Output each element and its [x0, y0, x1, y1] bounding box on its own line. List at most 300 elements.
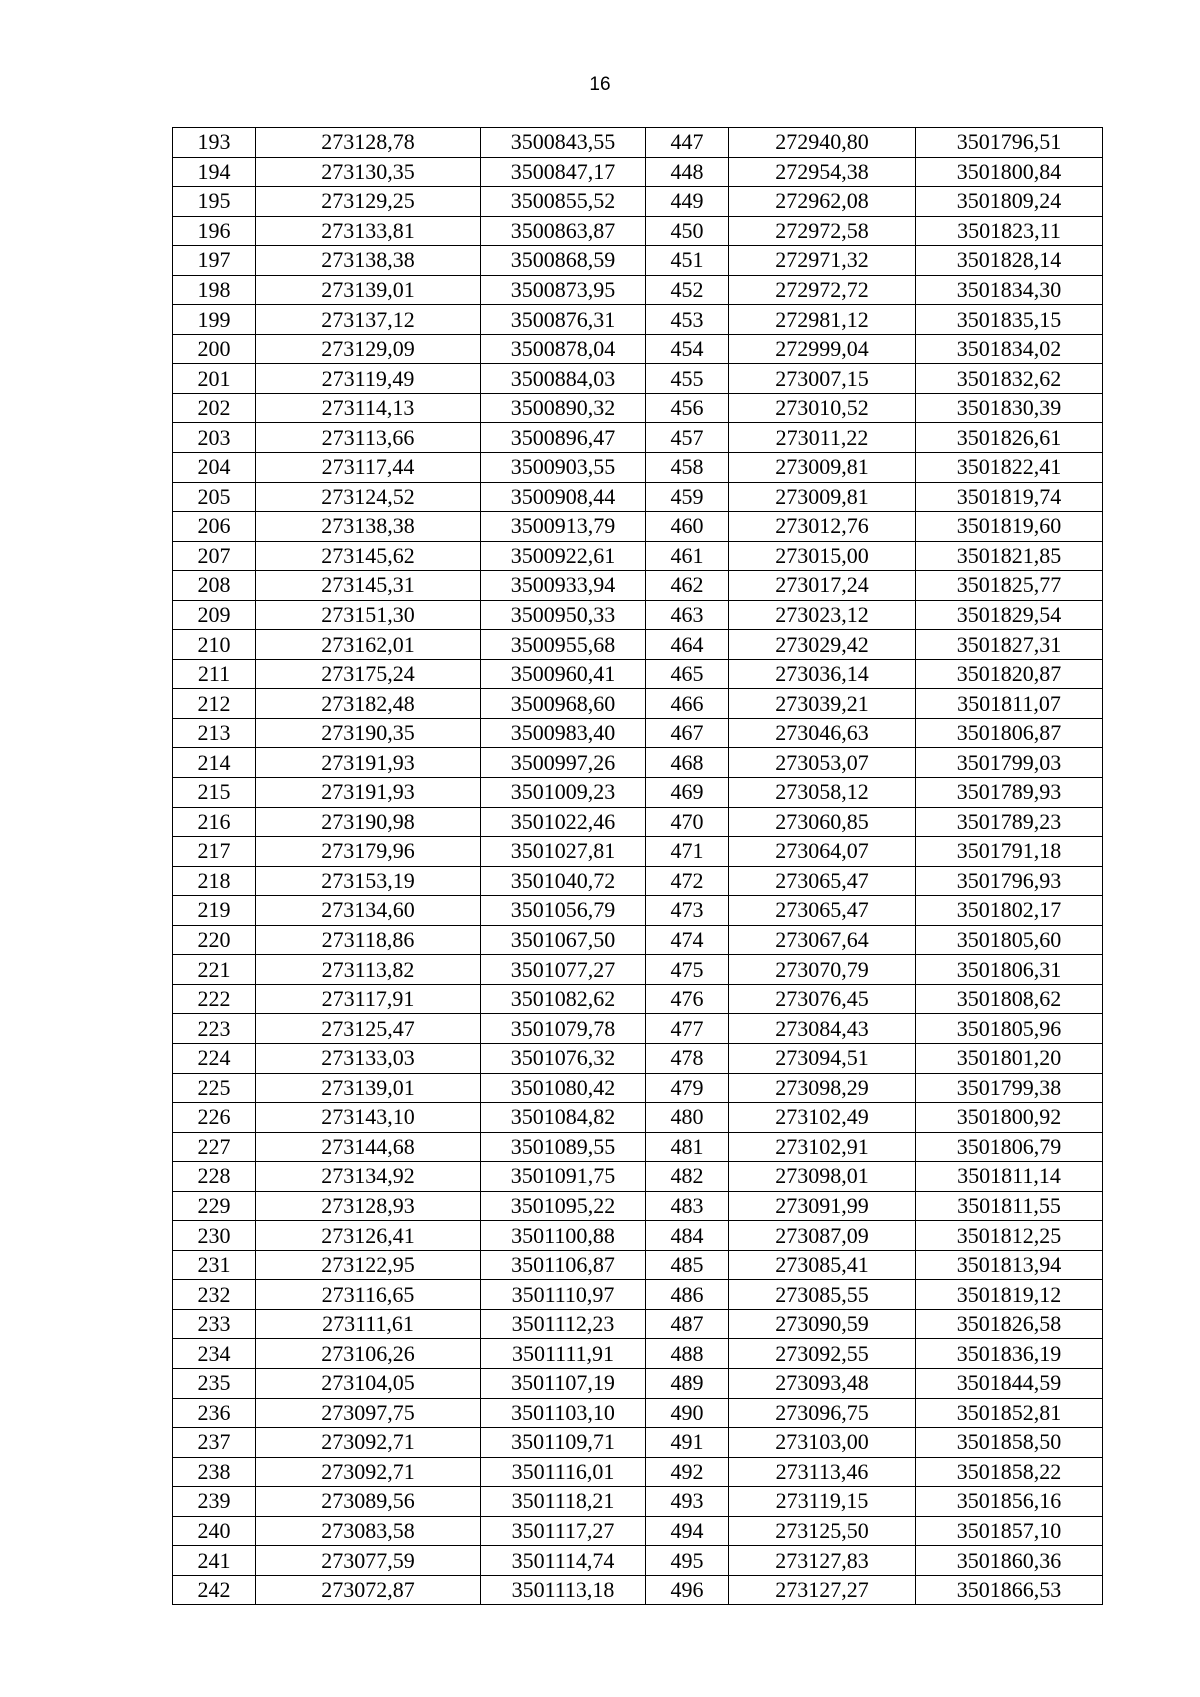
y-coordinate-right-cell: 3501852,81: [916, 1398, 1103, 1428]
point-number-left-cell: 207: [173, 541, 256, 571]
x-coordinate-right-cell: 273053,07: [729, 748, 916, 778]
y-coordinate-left-cell: 3501084,82: [481, 1103, 646, 1133]
table-row: [173, 512, 1103, 542]
point-number-right-cell: 493: [646, 1487, 729, 1517]
table-row: [173, 1368, 1103, 1398]
table-row: [173, 689, 1103, 719]
x-coordinate-left-cell: 273089,56: [256, 1487, 481, 1517]
point-number-right-cell: 480: [646, 1103, 729, 1133]
y-coordinate-left-cell: 3501082,62: [481, 984, 646, 1014]
point-number-right-cell: 486: [646, 1280, 729, 1310]
table-row: [173, 1457, 1103, 1487]
point-number-right-cell: 483: [646, 1191, 729, 1221]
point-number-left-cell: 204: [173, 453, 256, 483]
point-number-right-cell: 479: [646, 1073, 729, 1103]
x-coordinate-right-cell: 273094,51: [729, 1043, 916, 1073]
point-number-left-cell: 216: [173, 807, 256, 837]
point-number-left-cell: 233: [173, 1309, 256, 1339]
point-number-right-cell: 452: [646, 275, 729, 305]
point-number-right-cell: 455: [646, 364, 729, 394]
y-coordinate-left-cell: 3500913,79: [481, 512, 646, 542]
point-number-left-cell: 193: [173, 128, 256, 158]
point-number-left-cell: 206: [173, 512, 256, 542]
x-coordinate-left-cell: 273104,05: [256, 1368, 481, 1398]
x-coordinate-left-cell: 273129,25: [256, 187, 481, 217]
point-number-left-cell: 215: [173, 778, 256, 808]
table-row: [173, 807, 1103, 837]
y-coordinate-right-cell: 3501789,93: [916, 778, 1103, 808]
table-row: [173, 1280, 1103, 1310]
table-row: [173, 423, 1103, 453]
y-coordinate-left-cell: 3500855,52: [481, 187, 646, 217]
x-coordinate-left-cell: 273145,62: [256, 541, 481, 571]
y-coordinate-right-cell: 3501789,23: [916, 807, 1103, 837]
y-coordinate-left-cell: 3500955,68: [481, 630, 646, 660]
x-coordinate-left-cell: 273092,71: [256, 1428, 481, 1458]
point-number-right-cell: 489: [646, 1368, 729, 1398]
x-coordinate-left-cell: 273097,75: [256, 1398, 481, 1428]
table-row: [173, 334, 1103, 364]
table-row: [173, 128, 1103, 158]
point-number-left-cell: 235: [173, 1368, 256, 1398]
y-coordinate-left-cell: 3501116,01: [481, 1457, 646, 1487]
point-number-left-cell: 202: [173, 393, 256, 423]
table-row: [173, 541, 1103, 571]
table-row: [173, 896, 1103, 926]
x-coordinate-right-cell: 272954,38: [729, 157, 916, 187]
y-coordinate-right-cell: 3501799,38: [916, 1073, 1103, 1103]
x-coordinate-right-cell: 272999,04: [729, 334, 916, 364]
point-number-right-cell: 466: [646, 689, 729, 719]
y-coordinate-left-cell: 3500983,40: [481, 718, 646, 748]
y-coordinate-right-cell: 3501806,31: [916, 955, 1103, 985]
table-row: [173, 1073, 1103, 1103]
y-coordinate-left-cell: 3501079,78: [481, 1014, 646, 1044]
point-number-right-cell: 478: [646, 1043, 729, 1073]
x-coordinate-left-cell: 273151,30: [256, 600, 481, 630]
table-row: [173, 600, 1103, 630]
y-coordinate-left-cell: 3500847,17: [481, 157, 646, 187]
y-coordinate-left-cell: 3500922,61: [481, 541, 646, 571]
y-coordinate-right-cell: 3501819,12: [916, 1280, 1103, 1310]
y-coordinate-right-cell: 3501828,14: [916, 246, 1103, 276]
table-row: [173, 778, 1103, 808]
y-coordinate-right-cell: 3501806,79: [916, 1132, 1103, 1162]
x-coordinate-right-cell: 272962,08: [729, 187, 916, 217]
point-number-right-cell: 470: [646, 807, 729, 837]
y-coordinate-right-cell: 3501805,96: [916, 1014, 1103, 1044]
y-coordinate-right-cell: 3501835,15: [916, 305, 1103, 335]
point-number-left-cell: 237: [173, 1428, 256, 1458]
point-number-right-cell: 485: [646, 1250, 729, 1280]
y-coordinate-left-cell: 3501091,75: [481, 1162, 646, 1192]
y-coordinate-left-cell: 3500950,33: [481, 600, 646, 630]
x-coordinate-right-cell: 273085,55: [729, 1280, 916, 1310]
y-coordinate-right-cell: 3501811,14: [916, 1162, 1103, 1192]
point-number-left-cell: 234: [173, 1339, 256, 1369]
x-coordinate-left-cell: 273116,65: [256, 1280, 481, 1310]
x-coordinate-left-cell: 273077,59: [256, 1546, 481, 1576]
point-number-right-cell: 456: [646, 393, 729, 423]
point-number-left-cell: 226: [173, 1103, 256, 1133]
x-coordinate-right-cell: 273127,83: [729, 1546, 916, 1576]
point-number-left-cell: 232: [173, 1280, 256, 1310]
x-coordinate-right-cell: 273127,27: [729, 1575, 916, 1605]
x-coordinate-right-cell: 273096,75: [729, 1398, 916, 1428]
table-row: [173, 925, 1103, 955]
y-coordinate-right-cell: 3501806,87: [916, 718, 1103, 748]
y-coordinate-left-cell: 3501112,23: [481, 1309, 646, 1339]
y-coordinate-left-cell: 3501022,46: [481, 807, 646, 837]
y-coordinate-right-cell: 3501832,62: [916, 364, 1103, 394]
y-coordinate-left-cell: 3501117,27: [481, 1516, 646, 1546]
table-row: [173, 1487, 1103, 1517]
x-coordinate-left-cell: 273191,93: [256, 748, 481, 778]
y-coordinate-right-cell: 3501813,94: [916, 1250, 1103, 1280]
y-coordinate-left-cell: 3500876,31: [481, 305, 646, 335]
point-number-left-cell: 211: [173, 659, 256, 689]
y-coordinate-left-cell: 3500997,26: [481, 748, 646, 778]
x-coordinate-left-cell: 273145,31: [256, 571, 481, 601]
point-number-right-cell: 449: [646, 187, 729, 217]
x-coordinate-left-cell: 273138,38: [256, 246, 481, 276]
point-number-left-cell: 210: [173, 630, 256, 660]
x-coordinate-left-cell: 273139,01: [256, 1073, 481, 1103]
x-coordinate-left-cell: 273113,66: [256, 423, 481, 453]
point-number-right-cell: 496: [646, 1575, 729, 1605]
table-row: [173, 216, 1103, 246]
y-coordinate-left-cell: 3501109,71: [481, 1428, 646, 1458]
y-coordinate-left-cell: 3501040,72: [481, 866, 646, 896]
y-coordinate-left-cell: 3500868,59: [481, 246, 646, 276]
x-coordinate-left-cell: 273179,96: [256, 837, 481, 867]
point-number-left-cell: 221: [173, 955, 256, 985]
point-number-left-cell: 209: [173, 600, 256, 630]
point-number-right-cell: 474: [646, 925, 729, 955]
x-coordinate-left-cell: 273191,93: [256, 778, 481, 808]
x-coordinate-left-cell: 273128,78: [256, 128, 481, 158]
point-number-right-cell: 488: [646, 1339, 729, 1369]
x-coordinate-right-cell: 273102,49: [729, 1103, 916, 1133]
x-coordinate-left-cell: 273113,82: [256, 955, 481, 985]
x-coordinate-right-cell: 273091,99: [729, 1191, 916, 1221]
point-number-right-cell: 459: [646, 482, 729, 512]
x-coordinate-right-cell: 273125,50: [729, 1516, 916, 1546]
x-coordinate-left-cell: 273117,44: [256, 453, 481, 483]
x-coordinate-right-cell: 273058,12: [729, 778, 916, 808]
x-coordinate-right-cell: 273029,42: [729, 630, 916, 660]
y-coordinate-right-cell: 3501844,59: [916, 1368, 1103, 1398]
x-coordinate-left-cell: 273122,95: [256, 1250, 481, 1280]
point-number-right-cell: 468: [646, 748, 729, 778]
table-row: [173, 1014, 1103, 1044]
x-coordinate-left-cell: 273124,52: [256, 482, 481, 512]
y-coordinate-left-cell: 3500884,03: [481, 364, 646, 394]
y-coordinate-right-cell: 3501830,39: [916, 393, 1103, 423]
table-row: [173, 482, 1103, 512]
y-coordinate-left-cell: 3501113,18: [481, 1575, 646, 1605]
y-coordinate-right-cell: 3501858,50: [916, 1428, 1103, 1458]
y-coordinate-right-cell: 3501799,03: [916, 748, 1103, 778]
x-coordinate-right-cell: 273046,63: [729, 718, 916, 748]
point-number-left-cell: 222: [173, 984, 256, 1014]
x-coordinate-left-cell: 273118,86: [256, 925, 481, 955]
point-number-right-cell: 447: [646, 128, 729, 158]
x-coordinate-left-cell: 273128,93: [256, 1191, 481, 1221]
point-number-left-cell: 217: [173, 837, 256, 867]
x-coordinate-right-cell: 273065,47: [729, 866, 916, 896]
table-row: [173, 1043, 1103, 1073]
x-coordinate-right-cell: 273015,00: [729, 541, 916, 571]
y-coordinate-right-cell: 3501836,19: [916, 1339, 1103, 1369]
y-coordinate-left-cell: 3500903,55: [481, 453, 646, 483]
y-coordinate-right-cell: 3501808,62: [916, 984, 1103, 1014]
y-coordinate-left-cell: 3501114,74: [481, 1546, 646, 1576]
table-row: [173, 955, 1103, 985]
point-number-left-cell: 228: [173, 1162, 256, 1192]
y-coordinate-left-cell: 3501100,88: [481, 1221, 646, 1251]
y-coordinate-left-cell: 3501077,27: [481, 955, 646, 985]
y-coordinate-left-cell: 3500933,94: [481, 571, 646, 601]
table-row: [173, 837, 1103, 867]
y-coordinate-right-cell: 3501820,87: [916, 659, 1103, 689]
x-coordinate-right-cell: 273009,81: [729, 482, 916, 512]
point-number-left-cell: 199: [173, 305, 256, 335]
x-coordinate-right-cell: 273007,15: [729, 364, 916, 394]
x-coordinate-right-cell: 272972,72: [729, 275, 916, 305]
point-number-left-cell: 231: [173, 1250, 256, 1280]
table-row: [173, 305, 1103, 335]
table-row: [173, 1191, 1103, 1221]
y-coordinate-right-cell: 3501811,55: [916, 1191, 1103, 1221]
x-coordinate-right-cell: 272972,58: [729, 216, 916, 246]
y-coordinate-left-cell: 3501107,19: [481, 1368, 646, 1398]
x-coordinate-right-cell: 273113,46: [729, 1457, 916, 1487]
point-number-left-cell: 196: [173, 216, 256, 246]
point-number-left-cell: 227: [173, 1132, 256, 1162]
x-coordinate-left-cell: 273092,71: [256, 1457, 481, 1487]
y-coordinate-left-cell: 3501106,87: [481, 1250, 646, 1280]
x-coordinate-left-cell: 273119,49: [256, 364, 481, 394]
y-coordinate-right-cell: 3501809,24: [916, 187, 1103, 217]
x-coordinate-right-cell: 273076,45: [729, 984, 916, 1014]
point-number-left-cell: 229: [173, 1191, 256, 1221]
point-number-left-cell: 194: [173, 157, 256, 187]
point-number-left-cell: 239: [173, 1487, 256, 1517]
point-number-right-cell: 487: [646, 1309, 729, 1339]
y-coordinate-left-cell: 3500896,47: [481, 423, 646, 453]
point-number-right-cell: 477: [646, 1014, 729, 1044]
y-coordinate-left-cell: 3500968,60: [481, 689, 646, 719]
x-coordinate-left-cell: 273182,48: [256, 689, 481, 719]
x-coordinate-left-cell: 273106,26: [256, 1339, 481, 1369]
x-coordinate-right-cell: 272981,12: [729, 305, 916, 335]
table-row: [173, 1132, 1103, 1162]
y-coordinate-right-cell: 3501834,30: [916, 275, 1103, 305]
x-coordinate-left-cell: 273134,60: [256, 896, 481, 926]
x-coordinate-right-cell: 273036,14: [729, 659, 916, 689]
y-coordinate-right-cell: 3501860,36: [916, 1546, 1103, 1576]
point-number-left-cell: 201: [173, 364, 256, 394]
point-number-right-cell: 472: [646, 866, 729, 896]
table-row: [173, 453, 1103, 483]
x-coordinate-right-cell: 273103,00: [729, 1428, 916, 1458]
y-coordinate-left-cell: 3500843,55: [481, 128, 646, 158]
table-row: [173, 246, 1103, 276]
x-coordinate-right-cell: 273039,21: [729, 689, 916, 719]
point-number-left-cell: 242: [173, 1575, 256, 1605]
x-coordinate-right-cell: 273084,43: [729, 1014, 916, 1044]
y-coordinate-left-cell: 3501111,91: [481, 1339, 646, 1369]
table-row: [173, 748, 1103, 778]
y-coordinate-right-cell: 3501811,07: [916, 689, 1103, 719]
x-coordinate-left-cell: 273134,92: [256, 1162, 481, 1192]
y-coordinate-left-cell: 3501103,10: [481, 1398, 646, 1428]
y-coordinate-left-cell: 3501067,50: [481, 925, 646, 955]
x-coordinate-left-cell: 273111,61: [256, 1309, 481, 1339]
point-number-right-cell: 473: [646, 896, 729, 926]
x-coordinate-left-cell: 273133,81: [256, 216, 481, 246]
point-number-left-cell: 198: [173, 275, 256, 305]
table-row: [173, 1339, 1103, 1369]
x-coordinate-left-cell: 273083,58: [256, 1516, 481, 1546]
table-row: [173, 1575, 1103, 1605]
page-number: 16: [589, 74, 611, 95]
point-number-left-cell: 205: [173, 482, 256, 512]
point-number-left-cell: 208: [173, 571, 256, 601]
table-row: [173, 630, 1103, 660]
x-coordinate-left-cell: 273190,35: [256, 718, 481, 748]
point-number-left-cell: 223: [173, 1014, 256, 1044]
table-row: [173, 571, 1103, 601]
point-number-right-cell: 482: [646, 1162, 729, 1192]
y-coordinate-right-cell: 3501821,85: [916, 541, 1103, 571]
x-coordinate-left-cell: 273190,98: [256, 807, 481, 837]
x-coordinate-right-cell: 273098,01: [729, 1162, 916, 1192]
coordinates-table-body: [173, 128, 1103, 1605]
coordinates-table: [172, 127, 1103, 1605]
y-coordinate-left-cell: 3500863,87: [481, 216, 646, 246]
x-coordinate-left-cell: 273133,03: [256, 1043, 481, 1073]
point-number-left-cell: 224: [173, 1043, 256, 1073]
x-coordinate-right-cell: 273060,85: [729, 807, 916, 837]
x-coordinate-left-cell: 273126,41: [256, 1221, 481, 1251]
point-number-left-cell: 238: [173, 1457, 256, 1487]
y-coordinate-right-cell: 3501823,11: [916, 216, 1103, 246]
point-number-left-cell: 241: [173, 1546, 256, 1576]
point-number-left-cell: 200: [173, 334, 256, 364]
x-coordinate-left-cell: 273175,24: [256, 659, 481, 689]
y-coordinate-left-cell: 3500878,04: [481, 334, 646, 364]
point-number-right-cell: 460: [646, 512, 729, 542]
y-coordinate-left-cell: 3501056,79: [481, 896, 646, 926]
x-coordinate-right-cell: 273023,12: [729, 600, 916, 630]
table-row: [173, 1221, 1103, 1251]
point-number-left-cell: 195: [173, 187, 256, 217]
point-number-right-cell: 491: [646, 1428, 729, 1458]
x-coordinate-left-cell: 273072,87: [256, 1575, 481, 1605]
point-number-right-cell: 492: [646, 1457, 729, 1487]
table-row: [173, 1162, 1103, 1192]
x-coordinate-right-cell: 273070,79: [729, 955, 916, 985]
point-number-right-cell: 484: [646, 1221, 729, 1251]
table-row: [173, 393, 1103, 423]
point-number-right-cell: 454: [646, 334, 729, 364]
point-number-right-cell: 475: [646, 955, 729, 985]
table-row: [173, 187, 1103, 217]
x-coordinate-right-cell: 273009,81: [729, 453, 916, 483]
y-coordinate-right-cell: 3501826,61: [916, 423, 1103, 453]
point-number-right-cell: 457: [646, 423, 729, 453]
y-coordinate-right-cell: 3501800,92: [916, 1103, 1103, 1133]
x-coordinate-left-cell: 273153,19: [256, 866, 481, 896]
x-coordinate-right-cell: 273064,07: [729, 837, 916, 867]
y-coordinate-left-cell: 3500873,95: [481, 275, 646, 305]
y-coordinate-left-cell: 3501076,32: [481, 1043, 646, 1073]
point-number-right-cell: 467: [646, 718, 729, 748]
y-coordinate-right-cell: 3501805,60: [916, 925, 1103, 955]
x-coordinate-right-cell: 273092,55: [729, 1339, 916, 1369]
point-number-right-cell: 465: [646, 659, 729, 689]
x-coordinate-right-cell: 273010,52: [729, 393, 916, 423]
x-coordinate-right-cell: 272971,32: [729, 246, 916, 276]
x-coordinate-right-cell: 273011,22: [729, 423, 916, 453]
point-number-left-cell: 240: [173, 1516, 256, 1546]
x-coordinate-left-cell: 273130,35: [256, 157, 481, 187]
table-row: [173, 1516, 1103, 1546]
point-number-right-cell: 476: [646, 984, 729, 1014]
y-coordinate-left-cell: 3501110,97: [481, 1280, 646, 1310]
y-coordinate-right-cell: 3501819,60: [916, 512, 1103, 542]
table-row: [173, 1428, 1103, 1458]
point-number-right-cell: 448: [646, 157, 729, 187]
point-number-right-cell: 451: [646, 246, 729, 276]
x-coordinate-right-cell: 273090,59: [729, 1309, 916, 1339]
y-coordinate-left-cell: 3501027,81: [481, 837, 646, 867]
y-coordinate-right-cell: 3501801,20: [916, 1043, 1103, 1073]
y-coordinate-right-cell: 3501827,31: [916, 630, 1103, 660]
x-coordinate-left-cell: 273114,13: [256, 393, 481, 423]
y-coordinate-right-cell: 3501802,17: [916, 896, 1103, 926]
x-coordinate-right-cell: 273065,47: [729, 896, 916, 926]
table-row: [173, 275, 1103, 305]
point-number-left-cell: 220: [173, 925, 256, 955]
y-coordinate-right-cell: 3501856,16: [916, 1487, 1103, 1517]
x-coordinate-left-cell: 273117,91: [256, 984, 481, 1014]
x-coordinate-left-cell: 273162,01: [256, 630, 481, 660]
point-number-left-cell: 225: [173, 1073, 256, 1103]
x-coordinate-right-cell: 273098,29: [729, 1073, 916, 1103]
point-number-right-cell: 461: [646, 541, 729, 571]
y-coordinate-left-cell: 3501118,21: [481, 1487, 646, 1517]
y-coordinate-left-cell: 3501089,55: [481, 1132, 646, 1162]
point-number-left-cell: 236: [173, 1398, 256, 1428]
y-coordinate-left-cell: 3500908,44: [481, 482, 646, 512]
point-number-left-cell: 212: [173, 689, 256, 719]
x-coordinate-left-cell: 273138,38: [256, 512, 481, 542]
point-number-right-cell: 481: [646, 1132, 729, 1162]
point-number-left-cell: 219: [173, 896, 256, 926]
x-coordinate-left-cell: 273139,01: [256, 275, 481, 305]
point-number-right-cell: 458: [646, 453, 729, 483]
y-coordinate-right-cell: 3501857,10: [916, 1516, 1103, 1546]
point-number-right-cell: 494: [646, 1516, 729, 1546]
y-coordinate-left-cell: 3501080,42: [481, 1073, 646, 1103]
point-number-right-cell: 495: [646, 1546, 729, 1576]
point-number-right-cell: 462: [646, 571, 729, 601]
x-coordinate-right-cell: 273087,09: [729, 1221, 916, 1251]
x-coordinate-right-cell: 273067,64: [729, 925, 916, 955]
